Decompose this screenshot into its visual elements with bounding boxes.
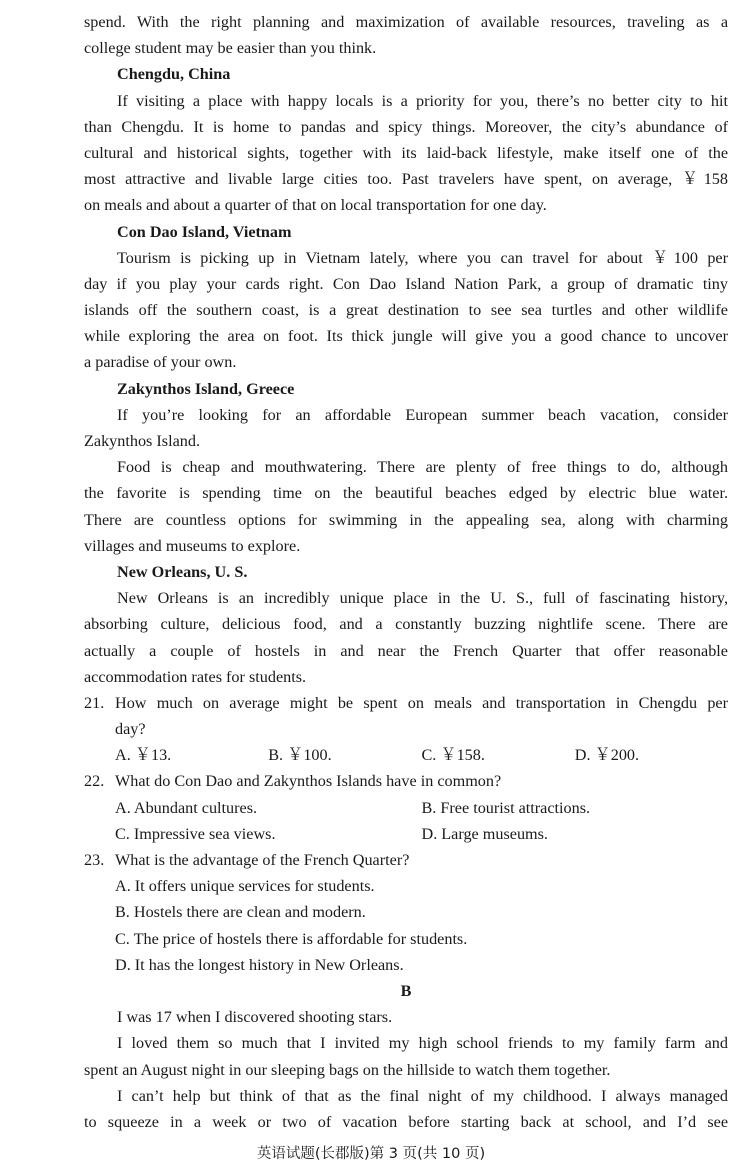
question-21: [84, 690, 728, 769]
question-text: How much on average might be spent on meals and transportation in Chengdu per: [115, 693, 728, 712]
new-orleans-line: New Orleans is an incredibly unique place in the U. S., full of fascinating history,: [117, 589, 728, 608]
chengdu-line: most attractive and livable large cities too. Past travelers have spent, on average, ￥158: [84, 170, 728, 189]
options-row: [84, 742, 728, 768]
question-number: 23.: [84, 851, 105, 869]
zakynthos-line: Food is cheap and mouthwatering. There are plenty of free things to do, although: [117, 458, 728, 477]
question-23: [84, 847, 728, 978]
zakynthos-line: villages and museums to explore.: [84, 536, 301, 555]
passage-b-line: spent an August night in our sleeping bags on the hillside to watch them together.: [84, 1060, 611, 1079]
intro-line: spend. With the right planning and maximization of available resources, traveling as a: [84, 13, 728, 31]
question-text: day?: [115, 720, 146, 739]
question-22: [84, 768, 728, 847]
option-b[interactable]: B. Free tourist attractions.: [421, 798, 591, 817]
new-orleans-line: accommodation rates for students.: [84, 667, 307, 686]
page-footer: 英语试题(长郡版)第 3 页(共 10 页): [256, 1146, 486, 1162]
section-heading-chengdu: Chengdu, China: [117, 65, 231, 84]
passage-b-line: to squeeze in a week or two of vacation before starting back at school, and I’d see: [84, 1112, 728, 1131]
zakynthos-line: If you’re looking for an affordable European summer beach vacation, consider: [117, 405, 728, 424]
intro-line: college student may be easier than you think.: [84, 39, 377, 58]
con-dao-line: day if you play your cards right. Con Dao Island Nation Park, a group of dramatic tiny: [84, 274, 728, 293]
option-a[interactable]: A. ￥13.: [115, 746, 172, 765]
option-c[interactable]: C. ￥158.: [421, 746, 485, 765]
option-a[interactable]: A. It offers unique services for students.: [115, 877, 375, 896]
section-heading-new-orleans: New Orleans, U. S.: [117, 562, 248, 581]
con-dao-line: islands off the southern coast, is a great destination to see sea turtles and other wildlife: [84, 301, 728, 320]
options-row: [84, 795, 728, 821]
option-b[interactable]: B. ￥100.: [268, 746, 332, 765]
con-dao-line: Tourism is picking up in Vietnam lately, where you can travel for about ￥100 per: [117, 248, 728, 267]
passage-b-line: I loved them so much that I invited my high school friends to my family farm and: [117, 1034, 728, 1053]
option-a[interactable]: A. Abundant cultures.: [115, 798, 258, 817]
option-b[interactable]: B. Hostels there are clean and modern.: [115, 903, 366, 922]
option-d[interactable]: D. ￥200.: [574, 746, 640, 765]
options-row: [84, 821, 728, 847]
page-content: [84, 9, 728, 1135]
new-orleans-line: absorbing culture, delicious food, and a constantly buzzing nightlife scene. There are: [84, 615, 728, 634]
question-text: What do Con Dao and Zakynthos Islands have in common?: [115, 772, 502, 791]
section-heading-con-dao: Con Dao Island, Vietnam: [117, 222, 292, 241]
chengdu-line: If visiting a place with happy locals is a priority for you, there’s no better city to hit: [117, 91, 728, 110]
con-dao-line: a paradise of your own.: [84, 353, 237, 372]
chengdu-line: than Chengdu. It is home to pandas and spicy things. Moreover, the city’s abundance of: [84, 117, 728, 136]
question-number: 22.: [84, 772, 105, 791]
passage-b-line: I was 17 when I discovered shooting stars.: [117, 1008, 393, 1027]
option-c[interactable]: C. Impressive sea views.: [115, 824, 276, 843]
chengdu-line: on meals and about a quarter of that on local transportation for one day.: [84, 196, 547, 215]
option-d[interactable]: D. Large museums.: [421, 824, 548, 843]
section-heading-zakynthos: Zakynthos Island, Greece: [117, 379, 295, 398]
zakynthos-line: the favorite is spending time on the beautiful beaches edged by electric blue water.: [84, 484, 728, 503]
question-number: 21.: [84, 693, 105, 712]
zakynthos-line: There are countless options for swimming in the appealing sea, along with charming: [84, 510, 728, 529]
question-text: What is the advantage of the French Quarter?: [115, 851, 410, 869]
chengdu-line: cultural and historical sights, together with its laid-back lifestyle, make itself one of the: [84, 143, 728, 162]
con-dao-line: while exploring the area on foot. Its thick jungle will give you a good chance to uncover: [84, 327, 728, 346]
passage-b-line: I can’t help but think of that as the final night of my childhood. I always managed: [117, 1086, 728, 1105]
option-d[interactable]: D. It has the longest history in New Orleans.: [115, 955, 404, 974]
zakynthos-line: Zakynthos Island.: [84, 432, 200, 450]
new-orleans-line: actually a couple of hostels in and near the French Quarter that offer reasonable: [84, 641, 728, 660]
option-c[interactable]: C. The price of hostels there is affordable for students.: [115, 929, 468, 948]
passage-b-label: B: [400, 981, 412, 1000]
